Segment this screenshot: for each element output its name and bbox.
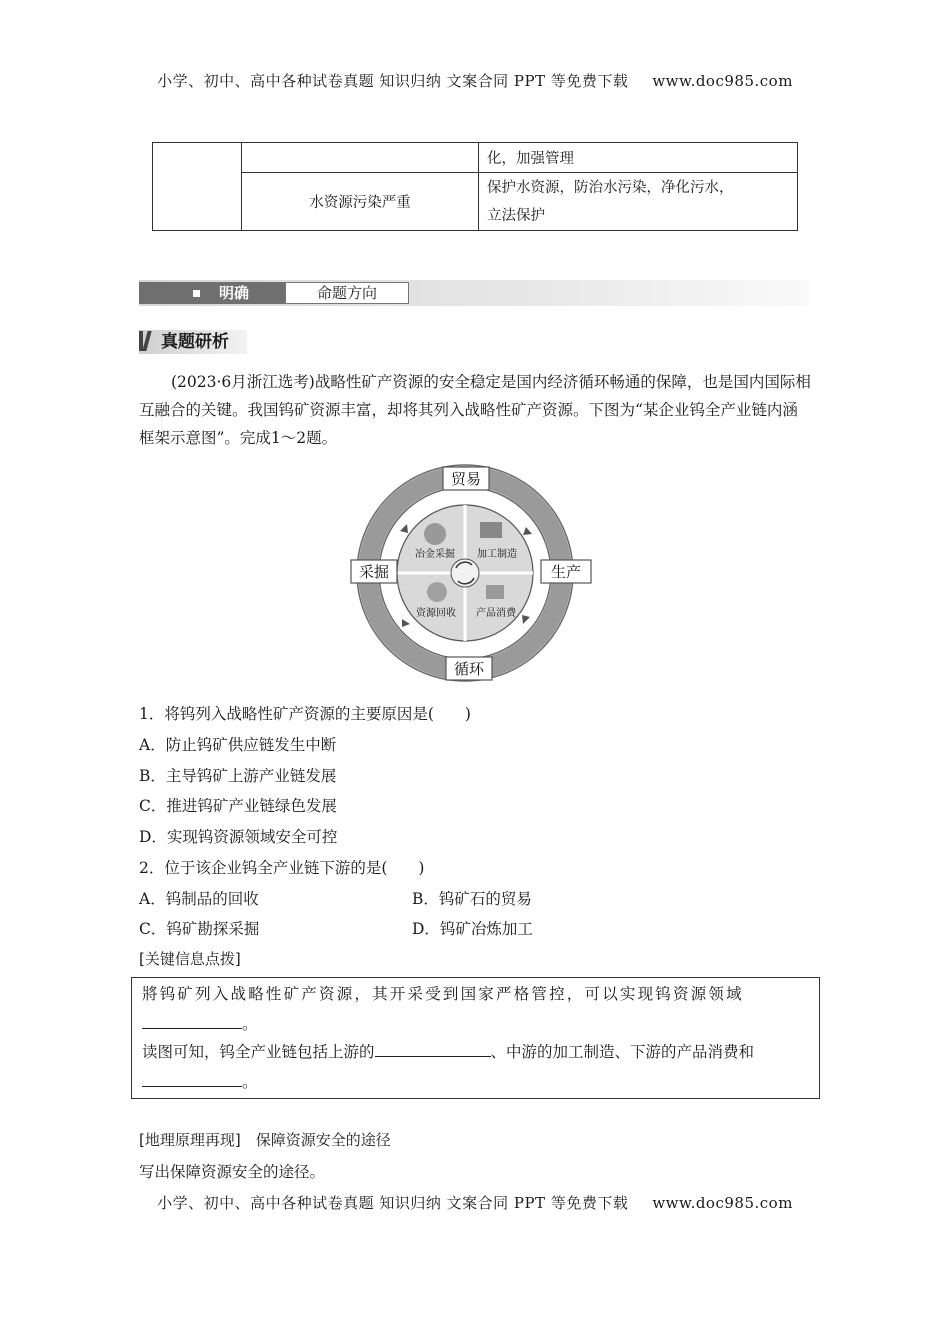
quadrant-label: 产品消费 (476, 608, 516, 619)
cycle-arrows-icon (451, 559, 479, 587)
table-cell (479, 173, 798, 231)
answer-blank[interactable] (142, 1070, 242, 1087)
option[interactable]: A．钨制品的回收 (139, 890, 259, 908)
option[interactable]: B．钨矿石的贸易 (412, 890, 532, 908)
banner-light-label: 命题方向 (285, 282, 409, 304)
product-box-icon (486, 585, 504, 599)
option[interactable]: A．防止钨矿供应链发生中断 (139, 736, 337, 754)
square-icon (193, 290, 200, 297)
key-info-line: 。 (142, 1012, 258, 1034)
arrow-icon (523, 527, 532, 535)
header-url[interactable]: www.doc985.com (652, 72, 793, 90)
page-header (0, 70, 950, 91)
arrow-icon (402, 619, 410, 627)
option[interactable]: D．实现钨资源领域安全可控 (139, 828, 338, 846)
footer-text: 小学、初中、高中各种试卷真题 知识归纳 文案合同 PPT 等免费下载 (157, 1194, 629, 1212)
comparison-table (152, 142, 798, 231)
answer-blank[interactable] (375, 1040, 491, 1057)
arrow-icon (522, 615, 530, 624)
key-info-line: 读图可知，钨全产业链包括上游的 、中游的加工制造、下游的产品消费和 (142, 1040, 754, 1062)
quadrant-label: 资源回收 (416, 608, 456, 619)
quadrant-label: 冶金采掘 (415, 549, 455, 560)
option[interactable]: D．钨矿冶炼加工 (412, 920, 533, 938)
key-info-line: 。 (142, 1070, 258, 1092)
arrow-icon (400, 524, 408, 533)
tungsten-industry-chain-diagram (340, 462, 596, 684)
key-info-line: 將钨矿列入战略性矿产资源，其开采受到国家严格管控，可以实现钨资源领域 (142, 985, 744, 1003)
table-cell-line: 保护水资源，防治水污染，净化污水， (487, 179, 734, 196)
option[interactable]: C．钨矿勘探采掘 (139, 920, 260, 938)
footer-url[interactable]: www.doc985.com (652, 1194, 793, 1212)
mining-icon (424, 523, 446, 545)
diagram-label-right: 生产 (550, 563, 582, 581)
diagram-label-bottom: 循环 (453, 660, 485, 678)
section-banner (139, 280, 809, 306)
factory-icon (480, 522, 502, 538)
header-text: 小学、初中、高中各种试卷真题 知识归纳 文案合同 PPT 等免费下载 (157, 72, 629, 90)
table-cell-empty (153, 143, 242, 231)
recycle-icon (427, 582, 447, 602)
quadrant-label: 加工制造 (477, 549, 517, 560)
question-intro: (2023·6月浙江选考)战略性矿产资源的安全稳定是国内经济循环畅通的保障，也是国内国际相互融合的关键。我国钨矿资源丰富，却将其列入战略性矿产资源。下图为“某企业钨全产业链内涵框架示意图”。完成1～2题。 (139, 373, 811, 447)
option[interactable]: C．推进钨矿产业链绿色发展 (139, 797, 337, 815)
question-stem: 2．位于该企业钨全产业链下游的是( ) (139, 859, 425, 877)
table-cell-line: 立法保护 (487, 207, 545, 224)
table-cell: 水资源污染严重 (242, 173, 479, 231)
page-footer (0, 1192, 950, 1213)
option[interactable]: B．主导钨矿上游产业链发展 (139, 767, 337, 785)
banner-dark-tab (139, 282, 285, 304)
banner-dark-label: 明确 (219, 284, 250, 302)
key-info-title: [关键信息点拨] (139, 950, 241, 968)
diagram-label-left: 采掘 (358, 563, 390, 581)
diagram-label-top: 贸易 (450, 470, 482, 488)
question-stem: 1．将钨列入战略性矿产资源的主要原因是( ) (139, 705, 471, 723)
table-cell (242, 143, 479, 173)
answer-blank[interactable] (142, 1012, 242, 1029)
principle-title: [地理原理再现] 保障资源安全的途径 (139, 1131, 391, 1149)
section-title: 真题研析 (139, 330, 247, 354)
principle-text: 写出保障资源安全的途径。 (139, 1163, 326, 1181)
key-info-box (131, 977, 820, 1099)
table-cell: 化，加强管理 (479, 143, 798, 173)
